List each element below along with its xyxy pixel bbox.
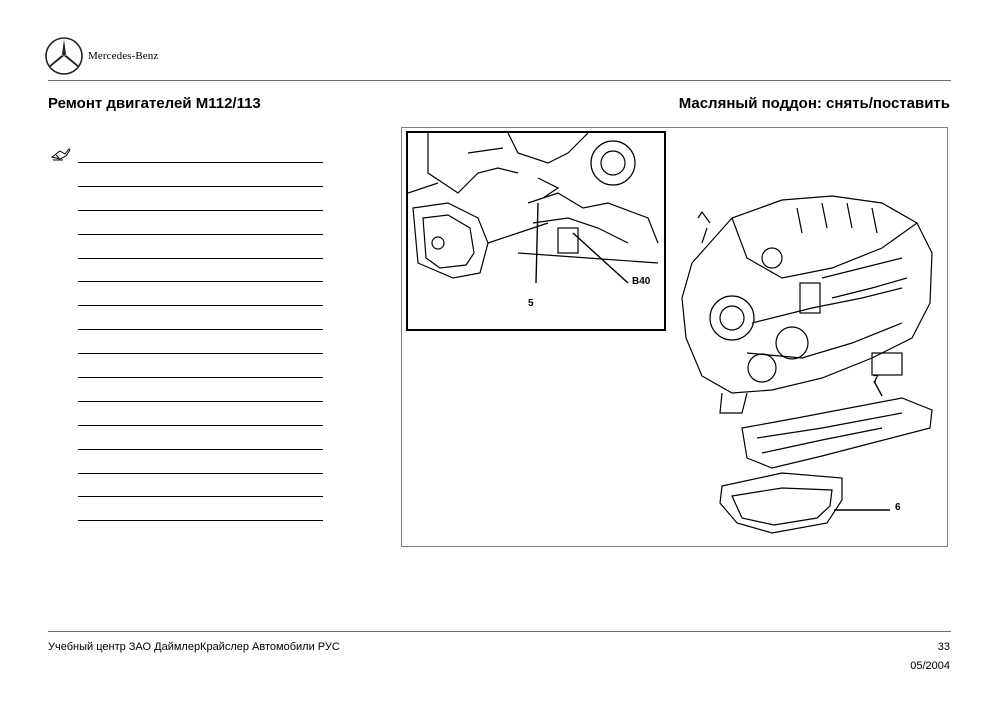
note-line bbox=[78, 162, 323, 186]
part-label-6: 6 bbox=[895, 502, 901, 513]
part-label-7: 7 bbox=[873, 374, 879, 385]
note-line bbox=[78, 449, 323, 473]
note-line bbox=[78, 377, 323, 401]
note-line bbox=[78, 210, 323, 234]
note-line bbox=[78, 496, 323, 520]
page-number: 33 bbox=[937, 641, 950, 653]
inset-label-5: 5 bbox=[528, 298, 534, 309]
note-line bbox=[78, 473, 323, 497]
note-line bbox=[78, 353, 323, 377]
mercedes-star-logo bbox=[44, 36, 84, 76]
writing-hand-icon bbox=[50, 146, 72, 162]
note-lines bbox=[78, 162, 323, 544]
note-line bbox=[78, 401, 323, 425]
detail-inset bbox=[406, 131, 666, 331]
note-line bbox=[78, 258, 323, 282]
note-line bbox=[78, 186, 323, 210]
engine-mount-detail bbox=[408, 133, 663, 328]
note-line bbox=[78, 425, 323, 449]
footer-divider bbox=[48, 631, 951, 632]
brand-wordmark: Mercedes-Benz bbox=[88, 50, 159, 62]
note-line bbox=[78, 305, 323, 329]
section-title: Масляный поддон: снять/поставить bbox=[678, 95, 950, 112]
inset-label-b40: B40 bbox=[632, 276, 651, 287]
note-line bbox=[78, 329, 323, 353]
note-line bbox=[78, 281, 323, 305]
edition-date: 05/2004 bbox=[910, 660, 950, 672]
footer-organization: Учебный центр ЗАО ДаймлерКрайслер Автомобили РУС bbox=[48, 641, 340, 653]
document-title: Ремонт двигателей М112/113 bbox=[48, 95, 261, 112]
header-divider bbox=[48, 80, 951, 81]
note-line bbox=[78, 234, 323, 258]
note-line bbox=[78, 520, 323, 544]
